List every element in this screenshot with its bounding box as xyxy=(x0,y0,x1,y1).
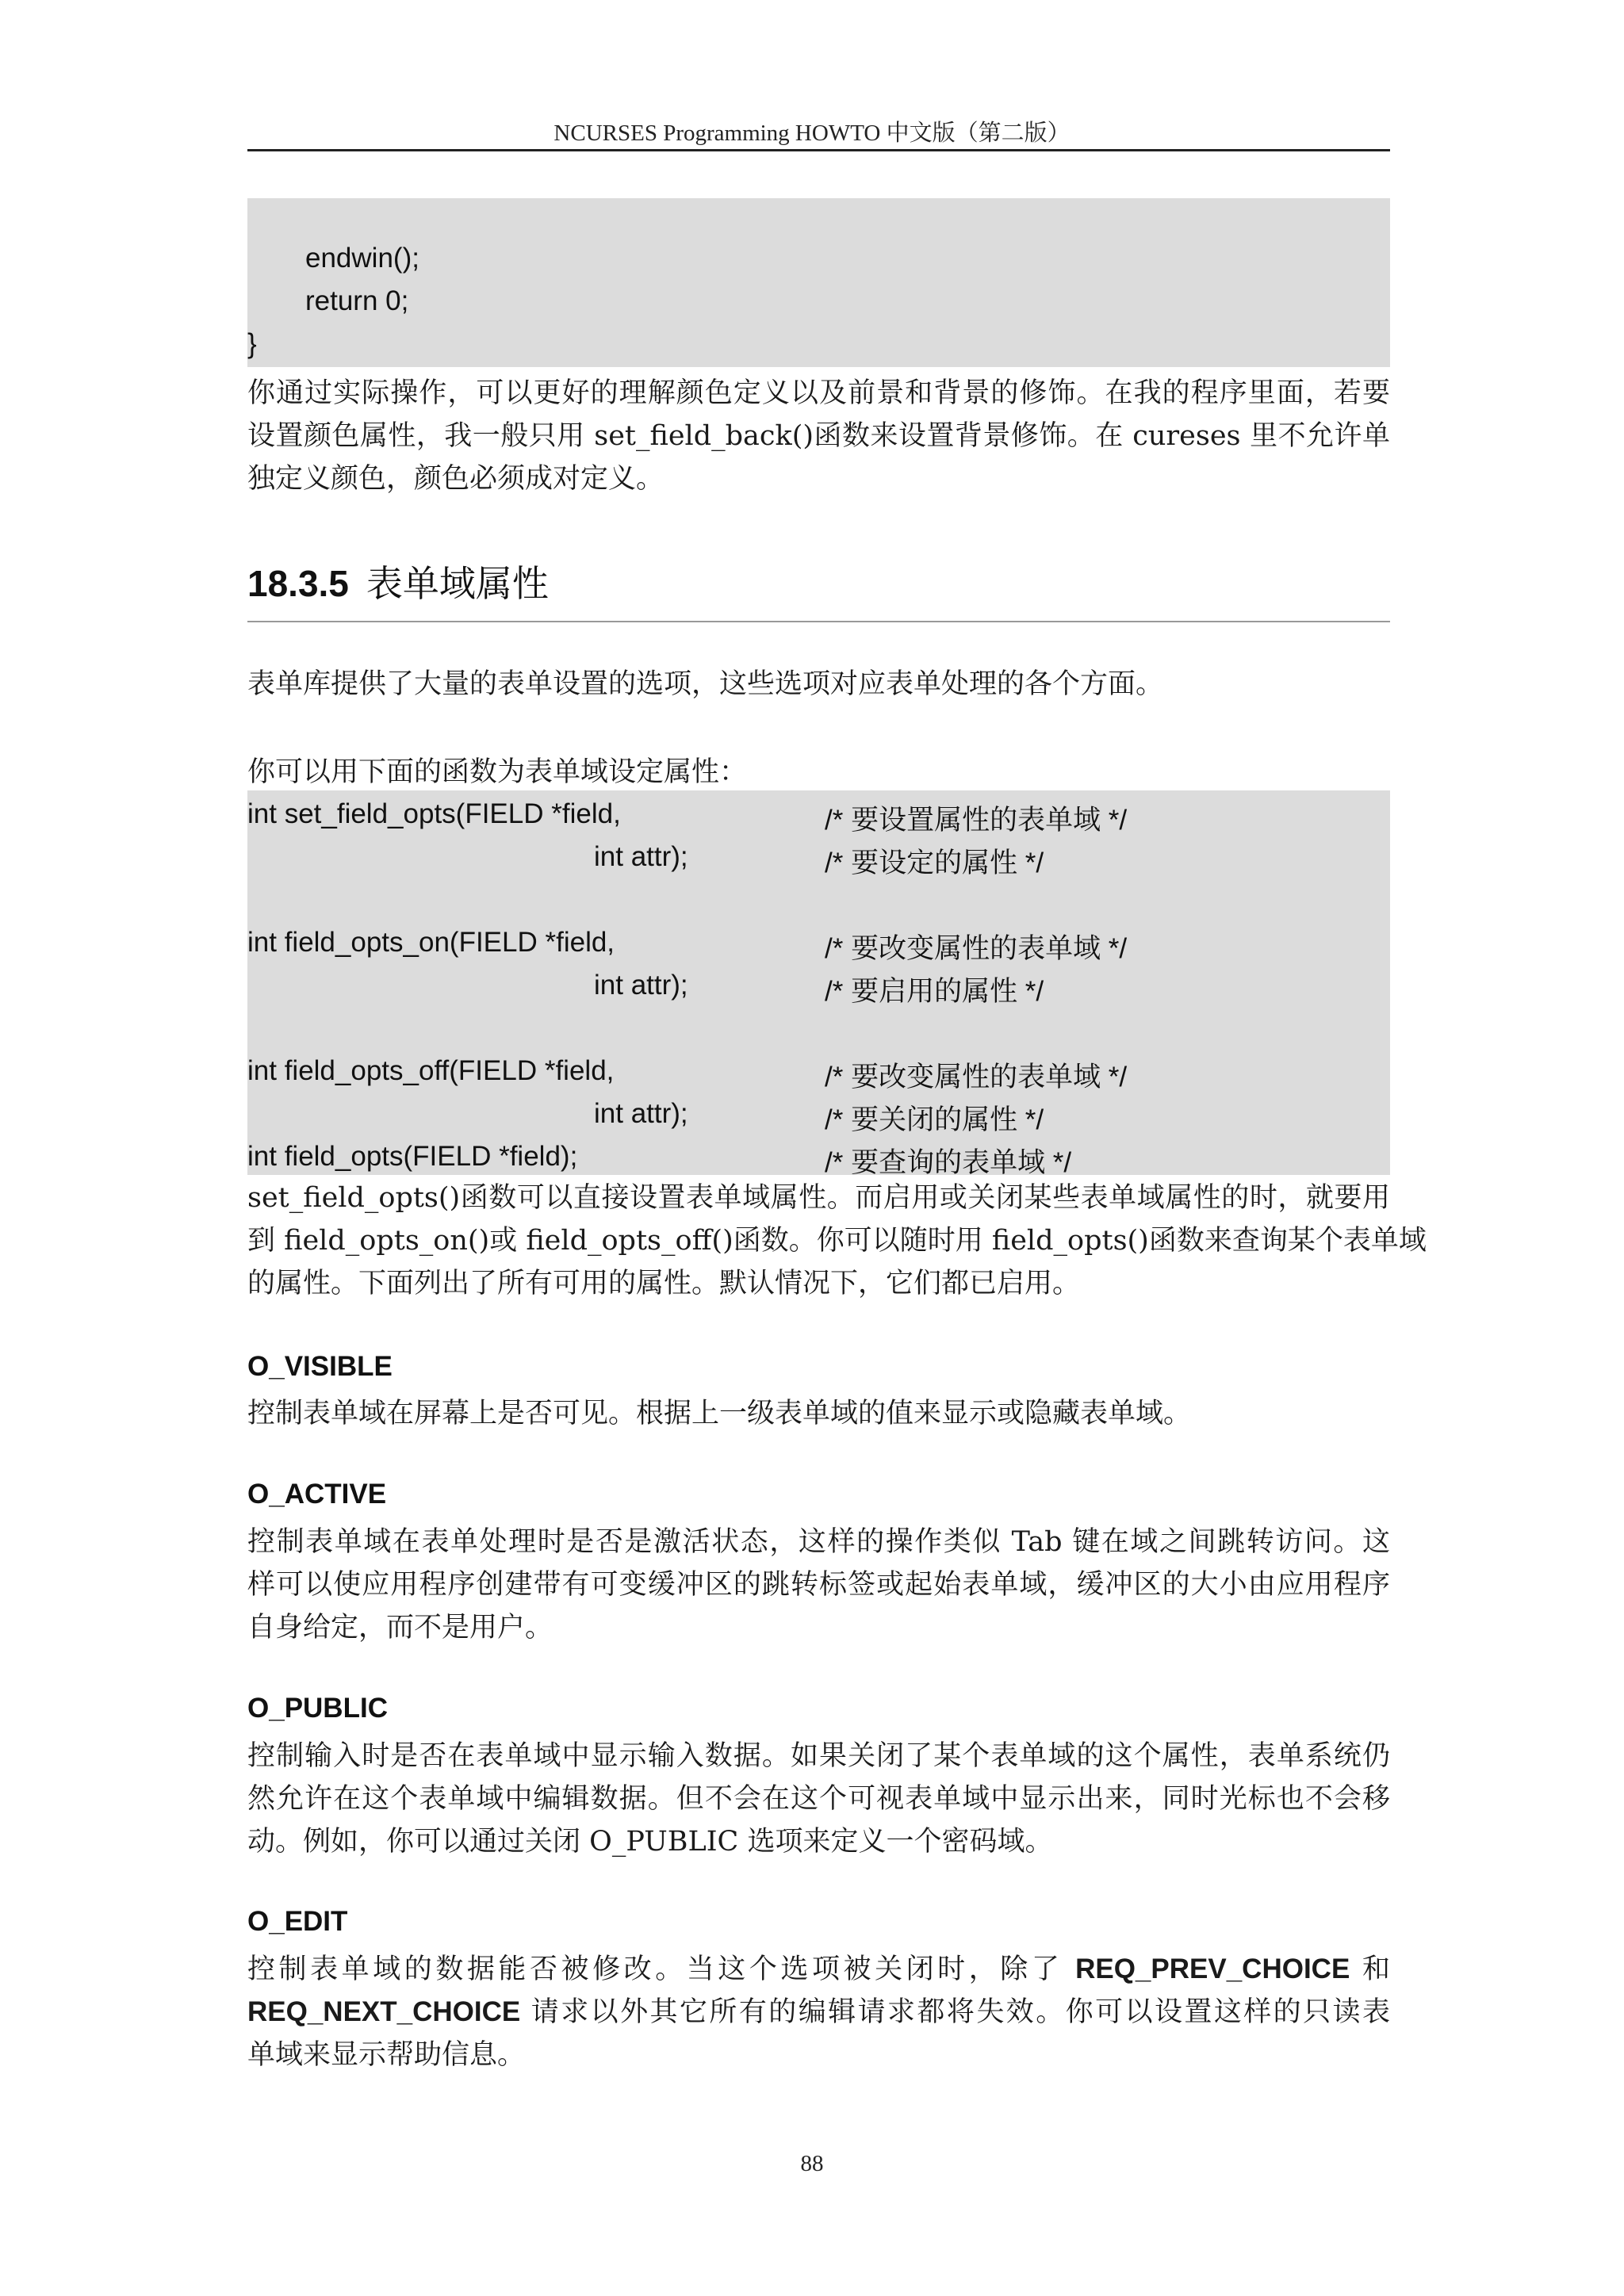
text-line: 控制表单域在屏幕上是否可见。根据上一级表单域的值来显示或隐藏表单域。 xyxy=(247,1398,1192,1429)
req-prev-choice: REQ_PREV_CHOICE xyxy=(1075,1954,1350,1984)
code-comment: /* 要关闭的属性 */ xyxy=(825,1104,1044,1135)
text-line xyxy=(247,1948,1390,1991)
text-line: 样可以使应用程序创建带有可变缓冲区的跳转标签或起始表单域，缓冲区的大小由应用程序 xyxy=(247,1569,1390,1601)
text-line: 动。例如，你可以通过关闭 O_PUBLIC 选项来定义一个密码域。 xyxy=(247,1826,1053,1858)
page-number: 88 xyxy=(800,2151,824,2176)
option-desc-o-active xyxy=(247,1521,1390,1649)
text-line: set_field_opts()函数可以直接设置表单域属性。而启用或关闭某些表单域属性的时，就要用 xyxy=(247,1182,1390,1214)
option-desc-o-visible xyxy=(247,1392,1390,1435)
option-heading-o-public: O_PUBLIC xyxy=(247,1693,388,1724)
option-heading-o-edit: O_EDIT xyxy=(247,1906,348,1937)
text-run: 和 xyxy=(1350,1954,1390,1985)
code-line: int field_opts_on(FIELD *field, xyxy=(247,927,615,958)
code-comment: /* 要改变属性的表单域 */ xyxy=(825,1062,1128,1093)
text-line: 单域来显示帮助信息。 xyxy=(247,2039,526,2071)
code-line: int attr); xyxy=(594,1098,688,1129)
req-next-choice: REQ_NEXT_CHOICE xyxy=(247,1996,521,2027)
option-heading-o-active: O_ACTIVE xyxy=(247,1479,387,1510)
code-line: return 0; xyxy=(305,285,409,316)
code-line: int set_field_opts(FIELD *field, xyxy=(247,798,621,829)
code-line: int attr); xyxy=(594,970,688,1001)
text-line: 到 field_opts_on()或 field_opts_off()函数。你可以随时用 field_opts()函数来查询某个表单域 xyxy=(247,1225,1427,1257)
running-header: NCURSES Programming HOWTO 中文版（第二版） xyxy=(553,121,1071,146)
option-desc-o-edit xyxy=(247,1948,1390,2076)
paragraph-intro-2 xyxy=(247,751,1390,794)
code-comment: /* 要设定的属性 */ xyxy=(825,848,1044,878)
text-line: 独定义颜色，颜色必须成对定义。 xyxy=(247,463,665,495)
code-line: int attr); xyxy=(594,841,688,872)
text-line: 自身给定，而不是用户。 xyxy=(247,1612,553,1644)
text-line: 然允许在这个表单域中编辑数据。但不会在这个可视表单域中显示出来，同时光标也不会移 xyxy=(247,1783,1390,1815)
text-line: 的属性。下面列出了所有可用的属性。默认情况下，它们都已启用。 xyxy=(247,1268,1081,1299)
text-line xyxy=(247,1991,1390,2034)
paragraph-intro xyxy=(247,663,1390,706)
code-block-field-opts xyxy=(247,790,1390,1178)
option-heading-o-visible: O_VISIBLE xyxy=(247,1351,393,1382)
section-number: 18.3.5 xyxy=(247,563,349,604)
paragraph-color-note xyxy=(247,372,1390,500)
option-desc-o-public xyxy=(247,1735,1390,1863)
section-heading xyxy=(247,555,549,607)
text-run: 请求以外其它所有的编辑请求都将失效。你可以设置这样的只读表 xyxy=(520,1996,1390,2028)
text-run: 控制表单域的数据能否被修改。当这个选项被关闭时，除了 xyxy=(247,1954,1076,1985)
code-comment: /* 要改变属性的表单域 */ xyxy=(825,933,1128,964)
text-line: 你通过实际操作，可以更好的理解颜色定义以及前景和背景的修饰。在我的程序里面，若要 xyxy=(247,377,1390,409)
code-line: int field_opts(FIELD *field); xyxy=(247,1141,578,1172)
text-line: 设置颜色属性，我一般只用 set_field_back()函数来设置背景修饰。在 cureses 里不允许单 xyxy=(247,420,1390,452)
text-line: 表单库提供了大量的表单设置的选项，这些选项对应表单处理的各个方面。 xyxy=(247,668,1164,700)
code-comment: /* 要设置属性的表单域 */ xyxy=(825,805,1128,836)
code-comment: /* 要启用的属性 */ xyxy=(825,976,1044,1007)
code-block-top xyxy=(247,198,1390,367)
code-line: } xyxy=(247,328,257,359)
section-title: 表单域属性 xyxy=(366,562,549,605)
header-rule xyxy=(247,149,1390,151)
paragraph-field-opts xyxy=(247,1177,1427,1305)
section-rule xyxy=(247,621,1390,622)
text-line: 你可以用下面的函数为表单域设定属性： xyxy=(247,756,748,788)
code-line: int field_opts_off(FIELD *field, xyxy=(247,1055,615,1086)
text-line: 控制输入时是否在表单域中显示输入数据。如果关闭了某个表单域的这个属性，表单系统仍 xyxy=(247,1740,1390,1772)
code-comment: /* 要查询的表单域 */ xyxy=(825,1147,1072,1178)
text-line: 控制表单域在表单处理时是否是激活状态，这样的操作类似 Tab 键在域之间跳转访问。这 xyxy=(247,1526,1390,1558)
code-line: endwin(); xyxy=(305,243,419,274)
